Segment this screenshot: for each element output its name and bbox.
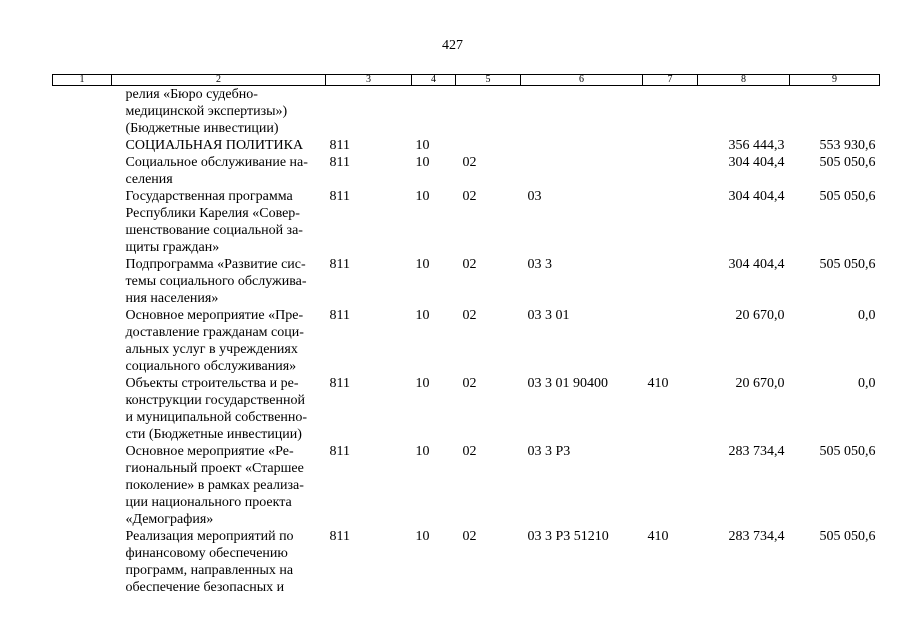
cell-expense-type-code [643,137,698,154]
table-row [53,307,880,375]
page-number: 427 [442,38,463,53]
cell-number [53,307,112,375]
cell-target-article-code [521,137,643,154]
table-row [53,528,880,596]
table-row [53,86,880,138]
cell-number [53,528,112,596]
cell-amount-year-2: 553 930,6 [819,138,876,153]
cell-number [53,86,112,138]
cell-target-article-code: 03 [527,189,542,204]
cell-subsection-code [456,137,521,154]
cell-expense-type-code [643,86,698,138]
cell-item-name [112,256,326,307]
cell-section-code: 10 [415,529,430,544]
item-name-line: Основное мероприятие «Пре- [125,308,304,323]
cell-target-article-code [521,154,643,188]
cell-amount-year-2: 0,0 [858,308,876,323]
cell-number [53,137,112,154]
column-header-2: 2 [112,75,326,86]
cell-department-code [326,86,412,138]
item-name-line: Государственная программа [125,189,293,204]
cell-amount-year-2: 505 050,6 [819,155,876,170]
cell-amount-year-1: 20 670,0 [735,376,785,391]
cell-amount-year-1: 304 404,4 [728,257,785,272]
cell-amount-year-2: 505 050,6 [819,257,876,272]
cell-subsection-code: 02 [462,308,477,323]
cell-expense-type-code [643,256,698,307]
table-header [53,75,880,86]
column-header-9: 9 [790,75,880,86]
cell-amount-year-1: 304 404,4 [728,189,785,204]
cell-target-article-code: 03 3 01 90400 [527,376,608,391]
cell-section-code: 10 [415,189,430,204]
cell-department-code: 811 [329,189,350,204]
item-name-line: гиональный проект «Старшее [125,461,304,476]
cell-item-name [112,443,326,528]
cell-amount-year-1: 283 734,4 [728,444,785,459]
column-header-7: 7 [643,75,698,86]
cell-expense-type-code [643,154,698,188]
item-name-line: доставление гражданам соци- [125,325,304,340]
cell-target-article-code: 03 3 01 [527,308,570,323]
item-name-line: (Бюджетные инвестиции) [125,121,279,136]
item-name-line: «Демография» [125,512,214,527]
cell-department-code: 811 [329,257,350,272]
item-name-line: финансовому обеспечению [125,546,288,561]
cell-department-code: 811 [329,138,350,153]
cell-item-name [112,86,326,138]
cell-department-code: 811 [329,376,350,391]
cell-target-article-code: 03 3 [527,257,552,272]
item-name-line: шенствование социальной за- [125,223,303,238]
item-name-line: конструкции государственной [125,393,305,408]
cell-department-code: 811 [329,444,350,459]
table-row [53,137,880,154]
cell-item-name [112,154,326,188]
cell-number [53,256,112,307]
cell-amount-year-1 [698,86,790,138]
cell-subsection-code [456,86,521,138]
cell-item-name [112,137,326,154]
item-name-line: Основное мероприятие «Ре- [125,444,294,459]
cell-expense-type-code [643,443,698,528]
cell-section-code: 10 [415,138,430,153]
item-name-line: ции национального проекта [125,495,292,510]
column-header-6: 6 [521,75,643,86]
cell-amount-year-1: 304 404,4 [728,155,785,170]
item-name-line: Республики Карелия «Совер- [125,206,300,221]
cell-expense-type-code: 410 [647,529,669,544]
cell-target-article-code: 03 3 P3 51210 [527,529,609,544]
item-name-line: альных услуг в учреждениях [125,342,298,357]
cell-amount-year-2: 0,0 [858,376,876,391]
item-name-line: сти (Бюджетные инвестиции) [125,427,302,442]
item-name-line: и муниципальной собственно- [125,410,308,425]
cell-subsection-code: 02 [462,257,477,272]
item-name-line: поколение» в рамках реализа- [125,478,304,493]
cell-expense-type-code [643,188,698,256]
item-name-line: программ, направленных на [125,563,294,578]
item-name-line: темы социального обслужива- [125,274,307,289]
item-name-line: Объекты строительства и ре- [125,376,299,391]
cell-expense-type-code: 410 [647,376,669,391]
cell-number [53,375,112,443]
cell-expense-type-code [643,307,698,375]
cell-amount-year-2 [790,86,880,138]
table-row [53,256,880,307]
item-name-line: селения [125,172,173,187]
cell-target-article-code: 03 3 P3 [527,444,571,459]
cell-amount-year-2: 505 050,6 [819,189,876,204]
cell-subsection-code: 02 [462,529,477,544]
cell-section-code: 10 [415,444,430,459]
column-header-5: 5 [456,75,521,86]
cell-item-name [112,307,326,375]
cell-subsection-code: 02 [462,444,477,459]
item-name-line: медицинской экспертизы») [125,104,288,119]
column-header-4: 4 [412,75,456,86]
cell-subsection-code: 02 [462,155,477,170]
cell-amount-year-1: 283 734,4 [728,529,785,544]
table-row [53,443,880,528]
table-row [53,154,880,188]
cell-department-code: 811 [329,155,350,170]
cell-section-code: 10 [415,376,430,391]
cell-number [53,443,112,528]
item-name-line: Социальное обслуживание на- [125,155,308,170]
column-header-1: 1 [53,75,112,86]
item-name-line: обеспечение безопасных и [125,580,285,595]
cell-number [53,154,112,188]
column-header-3: 3 [326,75,412,86]
item-name-line: социального обслуживания» [125,359,297,374]
item-name-line: релия «Бюро судебно- [125,87,258,102]
cell-amount-year-2: 505 050,6 [819,444,876,459]
item-name-line: щиты граждан» [125,240,220,255]
cell-subsection-code: 02 [462,189,477,204]
column-header-8: 8 [698,75,790,86]
cell-amount-year-1: 356 444,3 [728,138,785,153]
item-name-line: Реализация мероприятий по [125,529,294,544]
cell-section-code: 10 [415,155,430,170]
cell-subsection-code: 02 [462,376,477,391]
cell-amount-year-2: 505 050,6 [819,529,876,544]
cell-department-code: 811 [329,529,350,544]
cell-number [53,188,112,256]
cell-item-name [112,188,326,256]
cell-section-code: 10 [415,308,430,323]
cell-amount-year-1: 20 670,0 [735,308,785,323]
cell-section-code: 10 [415,257,430,272]
item-name-line: СОЦИАЛЬНАЯ ПОЛИТИКА [125,138,304,153]
table-row [53,375,880,443]
table-body [53,86,880,597]
budget-table [52,74,880,596]
item-name-line: ния населения» [125,291,219,306]
cell-item-name [112,375,326,443]
cell-section-code [412,86,456,138]
cell-target-article-code [521,86,643,138]
cell-item-name [112,528,326,596]
item-name-line: Подпрограмма «Развитие сис- [125,257,306,272]
table-row [53,188,880,256]
cell-department-code: 811 [329,308,350,323]
